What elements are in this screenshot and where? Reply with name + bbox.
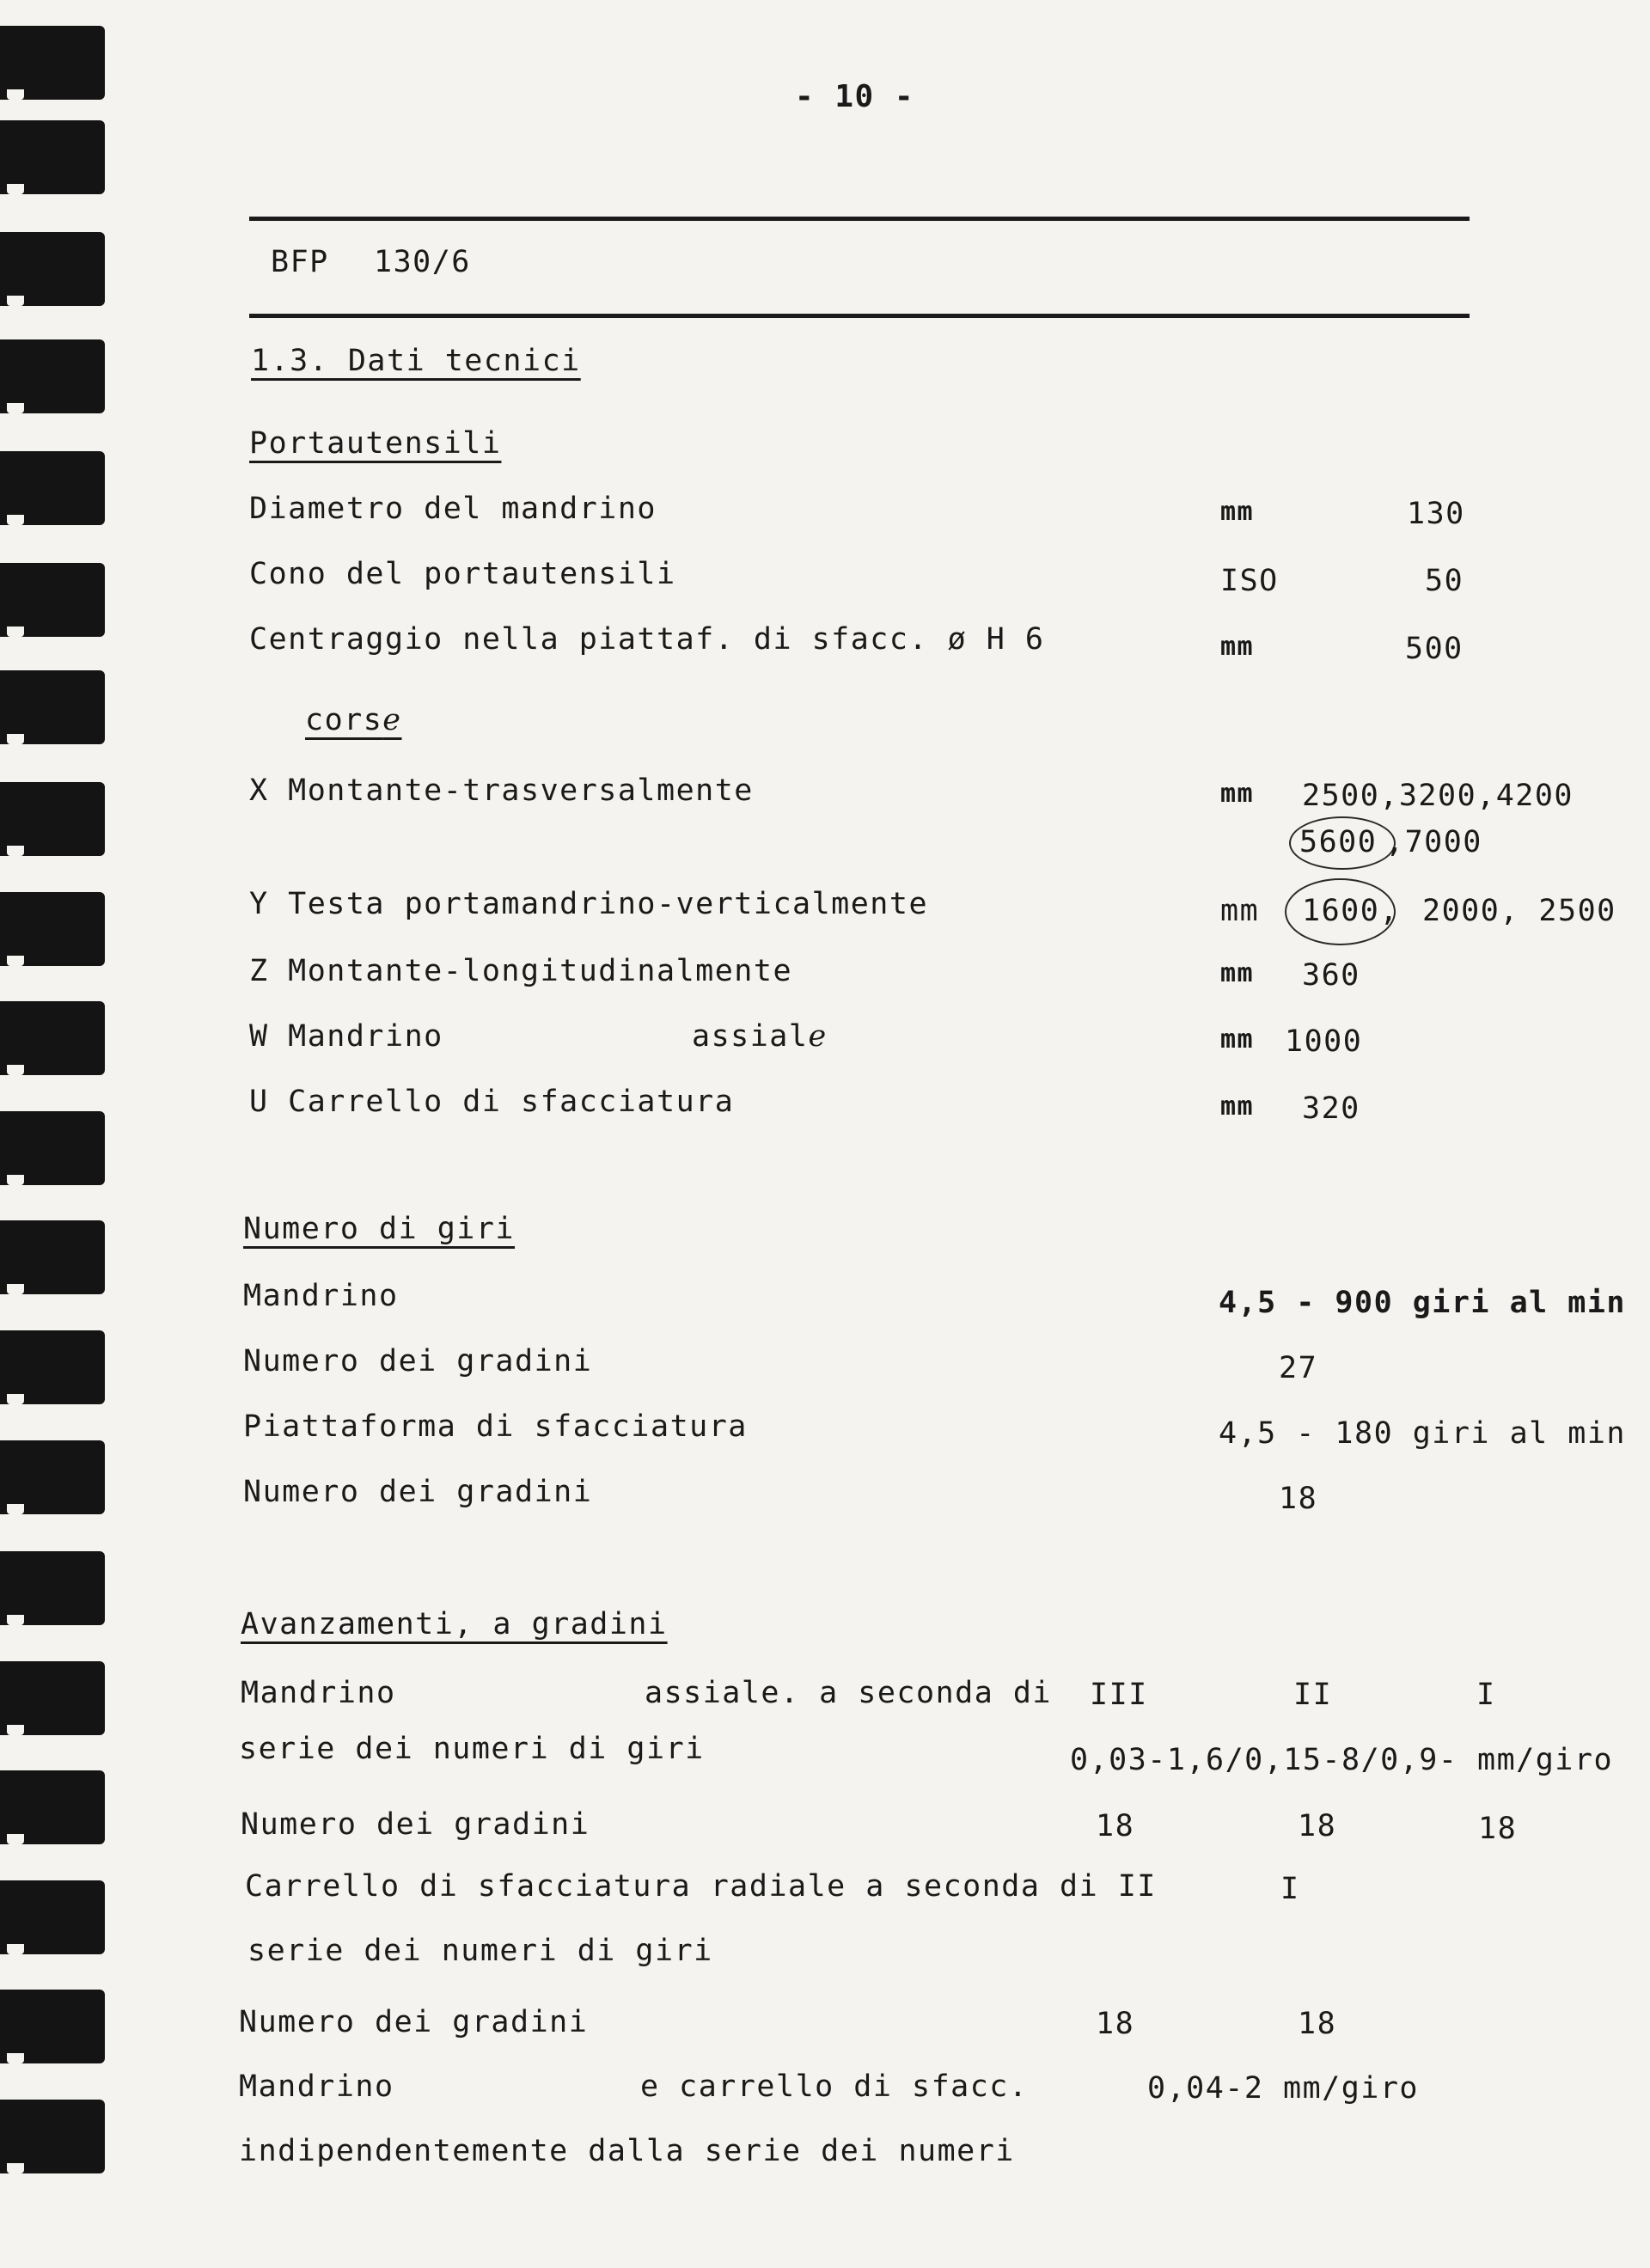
spec-unit: mm (1220, 497, 1255, 527)
numero-giri-heading: Numero di giri (243, 1212, 516, 1246)
binding-ring (0, 1440, 105, 1514)
giri-value: 4,5 - 180 giri al min (1219, 1416, 1627, 1451)
axis-y-unit: mm (1220, 894, 1260, 928)
axis-u-label: U Carrello di sfacciatura (249, 1085, 735, 1119)
binding-ring (0, 1001, 105, 1075)
axis-y-circled-value: 1600, (1302, 894, 1399, 928)
series-col: II (1293, 1678, 1333, 1712)
axis-x-unit: mm (1220, 779, 1255, 809)
spec-value: 50 (1425, 564, 1464, 598)
giri-label: Piattaforma di sfacciatura (243, 1409, 748, 1444)
axis-z-unit: mm (1220, 958, 1255, 988)
feed-value: 0,03-1,6/0,15-8/0,9- mm/giro (1070, 1743, 1614, 1777)
binding-ring (0, 1551, 105, 1625)
axis-w-unit: mm (1220, 1024, 1255, 1055)
spec-value: 500 (1405, 632, 1464, 666)
feed-value: 18 (1478, 1812, 1518, 1846)
axis-x-values: 2500,3200,4200 (1302, 779, 1574, 813)
feed-value: 18 (1298, 1809, 1337, 1843)
spec-unit: ISO (1220, 564, 1279, 598)
series-col: I (1280, 1872, 1300, 1906)
feed-mid: e carrello di sfacc. (640, 2069, 1029, 2104)
binding-ring (0, 1220, 105, 1294)
binding-ring (0, 782, 105, 856)
binding-ring (0, 339, 105, 413)
feed-label: Numero dei gradini (241, 1807, 590, 1842)
axis-y-values: 2000, 2500 (1422, 894, 1616, 928)
corse-heading-printed: cors (305, 703, 383, 737)
model-code: BFP (271, 245, 329, 279)
axis-w-label-extra: assiale (692, 1019, 828, 1054)
spec-unit: mm (1220, 632, 1255, 662)
header-rule-bottom (249, 314, 1470, 318)
series-col: I (1476, 1678, 1496, 1712)
series-col: III (1090, 1678, 1148, 1712)
binding-ring (0, 1661, 105, 1735)
section-title: 1.3. Dati tecnici (251, 344, 581, 378)
giri-value: 27 (1279, 1351, 1318, 1385)
binding-ring (0, 1880, 105, 1954)
giri-label: Numero dei gradini (243, 1344, 593, 1379)
header-rule-top (249, 217, 1470, 221)
handwritten-circle (1289, 816, 1396, 870)
spec-label: Cono del portautensili (249, 557, 676, 591)
feed-value: 18 (1096, 2007, 1135, 2041)
axis-z-value: 360 (1302, 958, 1360, 993)
binding-ring (0, 2100, 105, 2173)
binding-ring (0, 1770, 105, 1844)
giri-label: Mandrino (243, 1279, 399, 1313)
binding-ring (0, 892, 105, 966)
binding-ring (0, 26, 105, 100)
avanzamenti-heading: Avanzamenti, a gradini (241, 1607, 668, 1641)
spec-label: Diametro del mandrino (249, 492, 657, 526)
feed-label: Mandrino (241, 1676, 396, 1710)
feed-label: serie dei numeri di giri (248, 1934, 713, 1968)
feed-mid: assiale. a seconda di (645, 1676, 1053, 1710)
binding-ring (0, 670, 105, 744)
corse-heading-handwritten: e (382, 703, 402, 737)
spiral-binding (0, 0, 107, 2268)
feed-label: indipendentemente dalla serie dei numeri (239, 2134, 1015, 2168)
portautensili-heading: Portautensili (249, 426, 502, 461)
feed-value: 18 (1096, 1809, 1135, 1843)
handwritten-circle (1285, 878, 1396, 945)
feed-value: 0,04-2 mm/giro (1147, 2071, 1420, 2106)
corse-heading (305, 703, 402, 737)
binding-ring (0, 232, 105, 306)
binding-ring (0, 563, 105, 637)
axis-y-label: Y Testa portamandrino-verticalmente (249, 887, 929, 921)
page-number: - 10 - (795, 79, 915, 114)
axis-w-label: W Mandrino (249, 1019, 443, 1054)
feed-label: Mandrino (239, 2069, 394, 2104)
feed-label: serie dei numeri di giri (239, 1732, 705, 1766)
giri-label: Numero dei gradini (243, 1475, 593, 1509)
spec-label: Centraggio nella piattaf. di sfacc. ø H 6 (249, 622, 1045, 657)
axis-x-label: X Montante-trasversalmente (249, 773, 754, 808)
binding-ring (0, 120, 105, 194)
feed-label: Carrello di sfacciatura radiale a seconda di II (245, 1869, 1157, 1904)
binding-ring (0, 1330, 105, 1404)
axis-x-circled-value: 5600 (1299, 825, 1378, 859)
axis-u-unit: mm (1220, 1091, 1255, 1122)
axis-w-value: 1000 (1285, 1024, 1363, 1059)
binding-ring (0, 1990, 105, 2063)
feed-value: 18 (1298, 2007, 1337, 2041)
axis-z-label: Z Montante-longitudinalmente (249, 954, 793, 988)
binding-ring (0, 1111, 105, 1185)
model-version: 130/6 (374, 245, 471, 279)
feed-label: Numero dei gradini (239, 2005, 589, 2039)
axis-u-value: 320 (1302, 1091, 1360, 1126)
spec-value: 130 (1407, 497, 1465, 531)
giri-value: 18 (1279, 1482, 1318, 1516)
axis-x-values-2: ,7000 (1385, 825, 1482, 859)
giri-value: 4,5 - 900 giri al min (1219, 1286, 1627, 1320)
binding-ring (0, 451, 105, 525)
